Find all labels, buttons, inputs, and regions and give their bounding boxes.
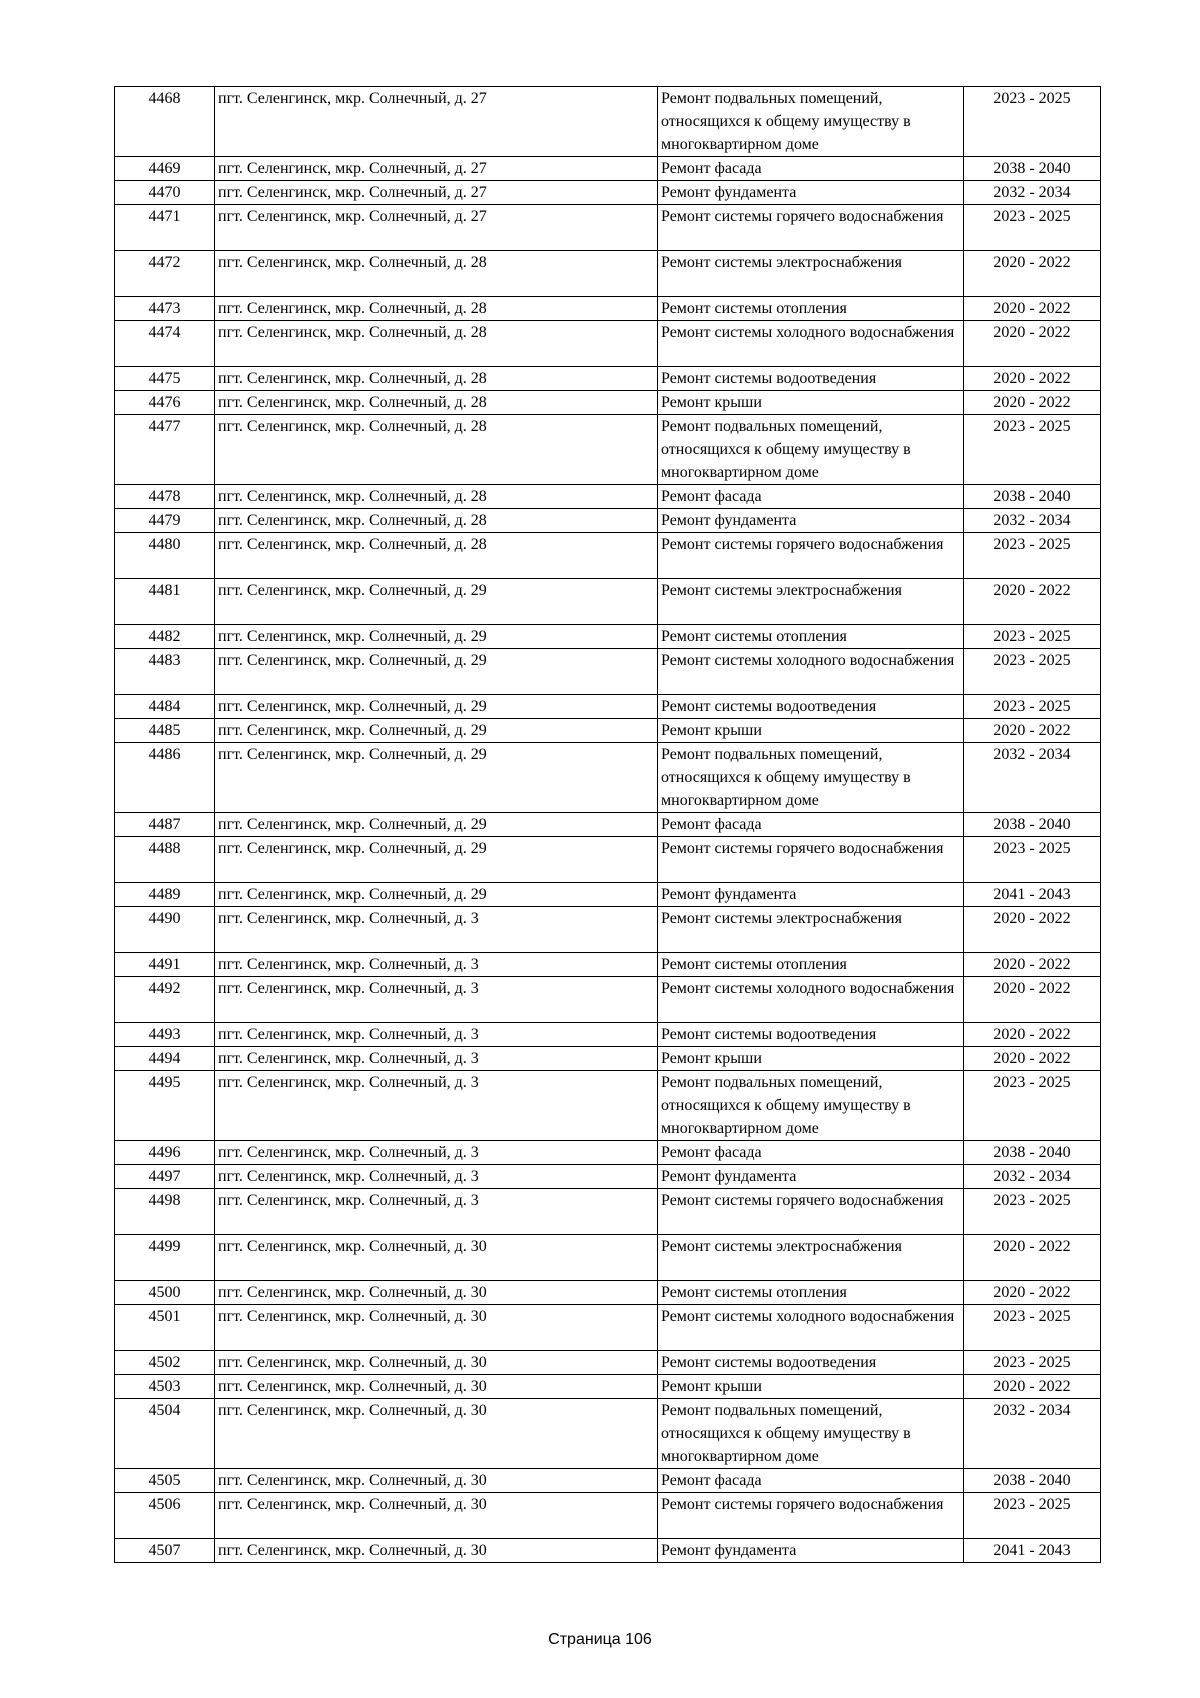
work-schedule-table bbox=[114, 86, 1101, 1563]
table-row bbox=[115, 649, 1101, 695]
row-number-cell: 4489 bbox=[115, 883, 215, 907]
table-row bbox=[115, 297, 1101, 321]
row-number-cell: 4484 bbox=[115, 695, 215, 719]
period-cell: 2032 - 2034 bbox=[964, 743, 1101, 813]
table-row bbox=[115, 1047, 1101, 1071]
address-cell: пгт. Селенгинск, мкр. Солнечный, д. 29 bbox=[215, 813, 658, 837]
row-number-cell: 4477 bbox=[115, 415, 215, 485]
table-row bbox=[115, 977, 1101, 1023]
address-cell: пгт. Селенгинск, мкр. Солнечный, д. 29 bbox=[215, 625, 658, 649]
row-number-cell: 4469 bbox=[115, 157, 215, 181]
row-number-cell: 4490 bbox=[115, 907, 215, 953]
period-cell: 2020 - 2022 bbox=[964, 1375, 1101, 1399]
period-cell: 2032 - 2034 bbox=[964, 181, 1101, 205]
period-cell: 2020 - 2022 bbox=[964, 953, 1101, 977]
period-cell: 2023 - 2025 bbox=[964, 533, 1101, 579]
address-cell: пгт. Селенгинск, мкр. Солнечный, д. 3 bbox=[215, 953, 658, 977]
period-cell: 2020 - 2022 bbox=[964, 251, 1101, 297]
period-cell: 2023 - 2025 bbox=[964, 649, 1101, 695]
row-number-cell: 4486 bbox=[115, 743, 215, 813]
work-type-cell: Ремонт системы горячего водоснабжения bbox=[658, 837, 964, 883]
address-cell: пгт. Селенгинск, мкр. Солнечный, д. 30 bbox=[215, 1469, 658, 1493]
work-type-cell: Ремонт крыши bbox=[658, 1375, 964, 1399]
row-number-cell: 4474 bbox=[115, 321, 215, 367]
row-number-cell: 4475 bbox=[115, 367, 215, 391]
work-type-cell: Ремонт системы отопления bbox=[658, 297, 964, 321]
address-cell: пгт. Селенгинск, мкр. Солнечный, д. 30 bbox=[215, 1305, 658, 1351]
address-cell: пгт. Селенгинск, мкр. Солнечный, д. 3 bbox=[215, 1189, 658, 1235]
row-number-cell: 4504 bbox=[115, 1399, 215, 1469]
row-number-cell: 4503 bbox=[115, 1375, 215, 1399]
work-type-cell: Ремонт фундамента bbox=[658, 509, 964, 533]
address-cell: пгт. Селенгинск, мкр. Солнечный, д. 3 bbox=[215, 1165, 658, 1189]
period-cell: 2038 - 2040 bbox=[964, 1469, 1101, 1493]
row-number-cell: 4494 bbox=[115, 1047, 215, 1071]
address-cell: пгт. Селенгинск, мкр. Солнечный, д. 28 bbox=[215, 415, 658, 485]
table-row bbox=[115, 1281, 1101, 1305]
work-type-cell: Ремонт фундамента bbox=[658, 181, 964, 205]
period-cell: 2041 - 2043 bbox=[964, 1539, 1101, 1563]
work-type-cell: Ремонт подвальных помещений, относящихся к общему имуществу в многоквартирном доме bbox=[658, 1071, 964, 1141]
address-cell: пгт. Селенгинск, мкр. Солнечный, д. 3 bbox=[215, 1071, 658, 1141]
table-row bbox=[115, 1235, 1101, 1281]
period-cell: 2023 - 2025 bbox=[964, 1351, 1101, 1375]
row-number-cell: 4496 bbox=[115, 1141, 215, 1165]
table-row bbox=[115, 415, 1101, 485]
address-cell: пгт. Селенгинск, мкр. Солнечный, д. 28 bbox=[215, 251, 658, 297]
address-cell: пгт. Селенгинск, мкр. Солнечный, д. 29 bbox=[215, 579, 658, 625]
work-type-cell: Ремонт системы электроснабжения bbox=[658, 907, 964, 953]
row-number-cell: 4495 bbox=[115, 1071, 215, 1141]
work-type-cell: Ремонт системы электроснабжения bbox=[658, 251, 964, 297]
address-cell: пгт. Селенгинск, мкр. Солнечный, д. 28 bbox=[215, 509, 658, 533]
work-type-cell: Ремонт системы водоотведения bbox=[658, 695, 964, 719]
table-row bbox=[115, 157, 1101, 181]
row-number-cell: 4472 bbox=[115, 251, 215, 297]
address-cell: пгт. Селенгинск, мкр. Солнечный, д. 30 bbox=[215, 1235, 658, 1281]
period-cell: 2038 - 2040 bbox=[964, 1141, 1101, 1165]
row-number-cell: 4500 bbox=[115, 1281, 215, 1305]
address-cell: пгт. Селенгинск, мкр. Солнечный, д. 30 bbox=[215, 1351, 658, 1375]
address-cell: пгт. Селенгинск, мкр. Солнечный, д. 30 bbox=[215, 1493, 658, 1539]
period-cell: 2020 - 2022 bbox=[964, 1235, 1101, 1281]
table-row bbox=[115, 181, 1101, 205]
period-cell: 2023 - 2025 bbox=[964, 1305, 1101, 1351]
table-row bbox=[115, 1399, 1101, 1469]
work-type-cell: Ремонт фасада bbox=[658, 485, 964, 509]
row-number-cell: 4485 bbox=[115, 719, 215, 743]
table-row bbox=[115, 719, 1101, 743]
work-type-cell: Ремонт системы горячего водоснабжения bbox=[658, 1493, 964, 1539]
table-row bbox=[115, 509, 1101, 533]
address-cell: пгт. Селенгинск, мкр. Солнечный, д. 28 bbox=[215, 297, 658, 321]
work-type-cell: Ремонт фасада bbox=[658, 813, 964, 837]
period-cell: 2020 - 2022 bbox=[964, 907, 1101, 953]
address-cell: пгт. Селенгинск, мкр. Солнечный, д. 3 bbox=[215, 1047, 658, 1071]
table-row bbox=[115, 391, 1101, 415]
address-cell: пгт. Селенгинск, мкр. Солнечный, д. 3 bbox=[215, 907, 658, 953]
table-row bbox=[115, 1141, 1101, 1165]
table-row bbox=[115, 625, 1101, 649]
row-number-cell: 4483 bbox=[115, 649, 215, 695]
period-cell: 2023 - 2025 bbox=[964, 1493, 1101, 1539]
table-row bbox=[115, 883, 1101, 907]
row-number-cell: 4480 bbox=[115, 533, 215, 579]
table-row bbox=[115, 813, 1101, 837]
table-row bbox=[115, 837, 1101, 883]
row-number-cell: 4479 bbox=[115, 509, 215, 533]
period-cell: 2032 - 2034 bbox=[964, 1165, 1101, 1189]
address-cell: пгт. Селенгинск, мкр. Солнечный, д. 3 bbox=[215, 977, 658, 1023]
row-number-cell: 4498 bbox=[115, 1189, 215, 1235]
work-type-cell: Ремонт подвальных помещений, относящихся к общему имуществу в многоквартирном доме bbox=[658, 87, 964, 157]
row-number-cell: 4491 bbox=[115, 953, 215, 977]
work-type-cell: Ремонт крыши bbox=[658, 1047, 964, 1071]
work-type-cell: Ремонт системы горячего водоснабжения bbox=[658, 533, 964, 579]
period-cell: 2020 - 2022 bbox=[964, 579, 1101, 625]
period-cell: 2020 - 2022 bbox=[964, 321, 1101, 367]
period-cell: 2023 - 2025 bbox=[964, 415, 1101, 485]
period-cell: 2038 - 2040 bbox=[964, 485, 1101, 509]
row-number-cell: 4505 bbox=[115, 1469, 215, 1493]
work-type-cell: Ремонт системы электроснабжения bbox=[658, 1235, 964, 1281]
work-type-cell: Ремонт фундамента bbox=[658, 883, 964, 907]
work-type-cell: Ремонт фасада bbox=[658, 1141, 964, 1165]
period-cell: 2020 - 2022 bbox=[964, 1023, 1101, 1047]
work-type-cell: Ремонт фундамента bbox=[658, 1165, 964, 1189]
work-type-cell: Ремонт системы горячего водоснабжения bbox=[658, 205, 964, 251]
table-body bbox=[115, 87, 1101, 1563]
row-number-cell: 4468 bbox=[115, 87, 215, 157]
address-cell: пгт. Селенгинск, мкр. Солнечный, д. 3 bbox=[215, 1023, 658, 1047]
period-cell: 2023 - 2025 bbox=[964, 837, 1101, 883]
address-cell: пгт. Селенгинск, мкр. Солнечный, д. 27 bbox=[215, 157, 658, 181]
row-number-cell: 4473 bbox=[115, 297, 215, 321]
row-number-cell: 4499 bbox=[115, 1235, 215, 1281]
table-row bbox=[115, 1189, 1101, 1235]
work-type-cell: Ремонт системы горячего водоснабжения bbox=[658, 1189, 964, 1235]
work-type-cell: Ремонт системы холодного водоснабжения bbox=[658, 1305, 964, 1351]
work-type-cell: Ремонт фасада bbox=[658, 1469, 964, 1493]
row-number-cell: 4478 bbox=[115, 485, 215, 509]
table-row bbox=[115, 579, 1101, 625]
address-cell: пгт. Селенгинск, мкр. Солнечный, д. 29 bbox=[215, 695, 658, 719]
address-cell: пгт. Селенгинск, мкр. Солнечный, д. 29 bbox=[215, 719, 658, 743]
table-row bbox=[115, 907, 1101, 953]
table-row bbox=[115, 695, 1101, 719]
work-type-cell: Ремонт подвальных помещений, относящихся к общему имуществу в многоквартирном доме bbox=[658, 1399, 964, 1469]
table-row bbox=[115, 321, 1101, 367]
work-type-cell: Ремонт крыши bbox=[658, 719, 964, 743]
row-number-cell: 4502 bbox=[115, 1351, 215, 1375]
work-type-cell: Ремонт системы электроснабжения bbox=[658, 579, 964, 625]
work-type-cell: Ремонт фундамента bbox=[658, 1539, 964, 1563]
address-cell: пгт. Селенгинск, мкр. Солнечный, д. 30 bbox=[215, 1399, 658, 1469]
table-row bbox=[115, 205, 1101, 251]
address-cell: пгт. Селенгинск, мкр. Солнечный, д. 30 bbox=[215, 1539, 658, 1563]
work-type-cell: Ремонт системы отопления bbox=[658, 953, 964, 977]
table-row bbox=[115, 953, 1101, 977]
address-cell: пгт. Селенгинск, мкр. Солнечный, д. 28 bbox=[215, 367, 658, 391]
address-cell: пгт. Селенгинск, мкр. Солнечный, д. 27 bbox=[215, 87, 658, 157]
period-cell: 2032 - 2034 bbox=[964, 509, 1101, 533]
table-row bbox=[115, 1165, 1101, 1189]
period-cell: 2020 - 2022 bbox=[964, 1047, 1101, 1071]
period-cell: 2023 - 2025 bbox=[964, 1071, 1101, 1141]
table-row bbox=[115, 1023, 1101, 1047]
row-number-cell: 4470 bbox=[115, 181, 215, 205]
table-row bbox=[115, 87, 1101, 157]
address-cell: пгт. Селенгинск, мкр. Солнечный, д. 28 bbox=[215, 533, 658, 579]
table-row bbox=[115, 533, 1101, 579]
row-number-cell: 4481 bbox=[115, 579, 215, 625]
work-type-cell: Ремонт крыши bbox=[658, 391, 964, 415]
table-row bbox=[115, 1493, 1101, 1539]
address-cell: пгт. Селенгинск, мкр. Солнечный, д. 30 bbox=[215, 1375, 658, 1399]
row-number-cell: 4476 bbox=[115, 391, 215, 415]
address-cell: пгт. Селенгинск, мкр. Солнечный, д. 29 bbox=[215, 837, 658, 883]
period-cell: 2023 - 2025 bbox=[964, 625, 1101, 649]
work-type-cell: Ремонт системы холодного водоснабжения bbox=[658, 977, 964, 1023]
work-type-cell: Ремонт системы отопления bbox=[658, 1281, 964, 1305]
period-cell: 2023 - 2025 bbox=[964, 87, 1101, 157]
work-type-cell: Ремонт системы холодного водоснабжения bbox=[658, 649, 964, 695]
table-row bbox=[115, 367, 1101, 391]
period-cell: 2023 - 2025 bbox=[964, 205, 1101, 251]
table-row bbox=[115, 1539, 1101, 1563]
period-cell: 2020 - 2022 bbox=[964, 391, 1101, 415]
table-row bbox=[115, 1351, 1101, 1375]
address-cell: пгт. Селенгинск, мкр. Солнечный, д. 29 bbox=[215, 883, 658, 907]
table-row bbox=[115, 1071, 1101, 1141]
period-cell: 2020 - 2022 bbox=[964, 297, 1101, 321]
work-type-cell: Ремонт системы водоотведения bbox=[658, 1351, 964, 1375]
address-cell: пгт. Селенгинск, мкр. Солнечный, д. 29 bbox=[215, 743, 658, 813]
address-cell: пгт. Селенгинск, мкр. Солнечный, д. 28 bbox=[215, 485, 658, 509]
period-cell: 2020 - 2022 bbox=[964, 719, 1101, 743]
work-type-cell: Ремонт подвальных помещений, относящихся к общему имуществу в многоквартирном доме bbox=[658, 415, 964, 485]
work-type-cell: Ремонт подвальных помещений, относящихся к общему имуществу в многоквартирном доме bbox=[658, 743, 964, 813]
address-cell: пгт. Селенгинск, мкр. Солнечный, д. 28 bbox=[215, 391, 658, 415]
page-number: Страница 106 bbox=[548, 1631, 652, 1648]
address-cell: пгт. Селенгинск, мкр. Солнечный, д. 29 bbox=[215, 649, 658, 695]
period-cell: 2023 - 2025 bbox=[964, 695, 1101, 719]
row-number-cell: 4507 bbox=[115, 1539, 215, 1563]
work-type-cell: Ремонт системы отопления bbox=[658, 625, 964, 649]
work-type-cell: Ремонт системы водоотведения bbox=[658, 367, 964, 391]
period-cell: 2020 - 2022 bbox=[964, 1281, 1101, 1305]
row-number-cell: 4482 bbox=[115, 625, 215, 649]
table-row bbox=[115, 743, 1101, 813]
period-cell: 2041 - 2043 bbox=[964, 883, 1101, 907]
table-row bbox=[115, 485, 1101, 509]
period-cell: 2020 - 2022 bbox=[964, 367, 1101, 391]
row-number-cell: 4497 bbox=[115, 1165, 215, 1189]
period-cell: 2032 - 2034 bbox=[964, 1399, 1101, 1469]
period-cell: 2038 - 2040 bbox=[964, 157, 1101, 181]
row-number-cell: 4493 bbox=[115, 1023, 215, 1047]
address-cell: пгт. Селенгинск, мкр. Солнечный, д. 30 bbox=[215, 1281, 658, 1305]
table-row bbox=[115, 251, 1101, 297]
row-number-cell: 4471 bbox=[115, 205, 215, 251]
row-number-cell: 4487 bbox=[115, 813, 215, 837]
row-number-cell: 4492 bbox=[115, 977, 215, 1023]
period-cell: 2038 - 2040 bbox=[964, 813, 1101, 837]
address-cell: пгт. Селенгинск, мкр. Солнечный, д. 3 bbox=[215, 1141, 658, 1165]
row-number-cell: 4506 bbox=[115, 1493, 215, 1539]
work-type-cell: Ремонт фасада bbox=[658, 157, 964, 181]
address-cell: пгт. Селенгинск, мкр. Солнечный, д. 28 bbox=[215, 321, 658, 367]
table-row bbox=[115, 1375, 1101, 1399]
address-cell: пгт. Селенгинск, мкр. Солнечный, д. 27 bbox=[215, 181, 658, 205]
work-type-cell: Ремонт системы холодного водоснабжения bbox=[658, 321, 964, 367]
period-cell: 2020 - 2022 bbox=[964, 977, 1101, 1023]
table-row bbox=[115, 1469, 1101, 1493]
period-cell: 2023 - 2025 bbox=[964, 1189, 1101, 1235]
address-cell: пгт. Селенгинск, мкр. Солнечный, д. 27 bbox=[215, 205, 658, 251]
work-type-cell: Ремонт системы водоотведения bbox=[658, 1023, 964, 1047]
row-number-cell: 4501 bbox=[115, 1305, 215, 1351]
row-number-cell: 4488 bbox=[115, 837, 215, 883]
table-row bbox=[115, 1305, 1101, 1351]
